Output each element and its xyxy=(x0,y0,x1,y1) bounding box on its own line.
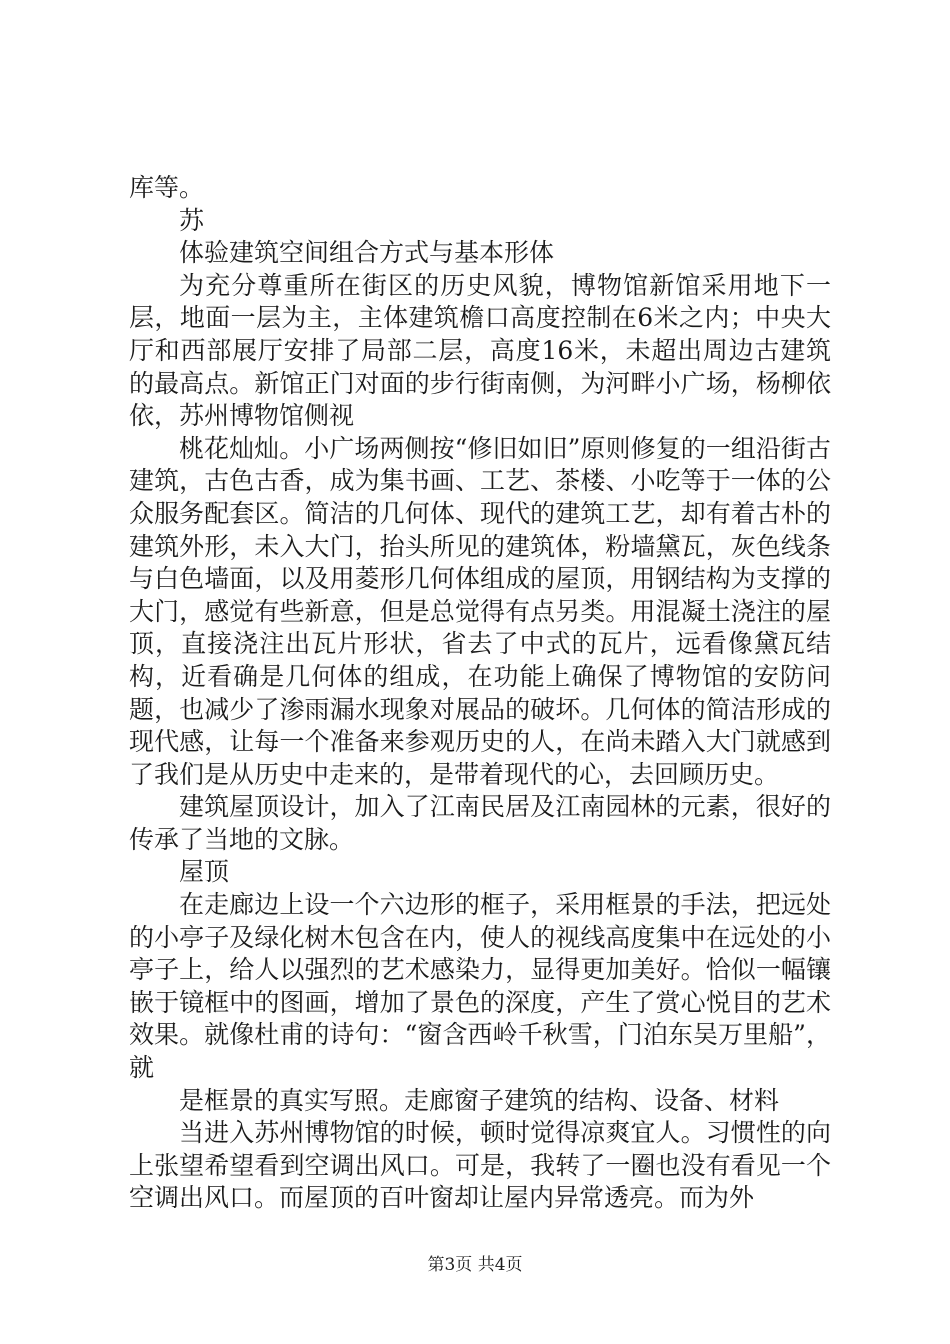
paragraph: 当进入苏州博物馆的时候，顿时觉得凉爽宜人。习惯性的向上张望希望看到空调出风口。可是，我转了一圈也没有看见一个空调出风口。而屋顶的百叶窗却让屋内异常透亮。而为外 xyxy=(129,1118,831,1213)
paragraph: 是框景的真实写照。走廊窗子建筑的结构、设备、材料 xyxy=(179,1085,780,1115)
paragraph: 建筑屋顶设计，加入了江南民居及江南园林的元素，很好的传承了当地的文脉。 xyxy=(129,792,831,854)
page-number-footer: 第3页 共4页 xyxy=(427,1255,523,1275)
paragraph: 屋顶 xyxy=(179,857,230,887)
paragraph: 苏 xyxy=(179,205,205,235)
paragraph: 为充分尊重所在街区的历史风貌，博物馆新馆采用地下一层，地面一层为主，主体建筑檐口高度控制在6米之内；中央大厅和西部展厅安排了局部二层，高度16米，未超出周边古建筑的最高点。新馆正门对面的步行街南侧，为河畔小广场，杨柳依依，苏州博物馆侧视 xyxy=(129,270,831,431)
body-text xyxy=(129,172,831,1215)
paragraph: 桃花灿灿。小广场两侧按“修旧如旧”原则修复的一组沿街古建筑，古色古香，成为集书画、工艺、茶楼、小吃等于一体的公众服务配套区。简洁的几何体、现代的建筑工艺，却有着古朴的建筑外形，未入大门，抬头所见的建筑体，粉墙黛瓦，灰色线条与白色墙面，以及用菱形几何体组成的屋顶，用钢结构为支撑的大门，感觉有些新意，但是总觉得有点另类。用混凝土浇注的屋顶，直接浇注出瓦片形状，省去了中式的瓦片，远看像黛瓦结构，近看确是几何体的组成，在功能上确保了博物馆的安防问题，也减少了渗雨漏水现象对展品的破坏。几何体的简洁形成的现代感，让每一个准备来参观历史的人，在尚未踏入大门就感到了我们是从历史中走来的，是带着现代的心，去回顾历史。 xyxy=(129,433,831,789)
paragraph: 库等。 xyxy=(129,173,205,202)
section-heading: 体验建筑空间组合方式与基本形体 xyxy=(179,238,555,268)
paragraph: 在走廊边上设一个六边形的框子，采用框景的手法，把远处的小亭子及绿化树木包含在内，使人的视线高度集中在远处的小亭子上，给人以强烈的艺术感染力，显得更加美好。恰似一幅镶嵌于镜框中的图画，增加了景色的深度，产生了赏心悦目的艺术效果。就像杜甫的诗句：“窗含西岭千秋雪，门泊东吴万里船”，就 xyxy=(129,890,831,1083)
